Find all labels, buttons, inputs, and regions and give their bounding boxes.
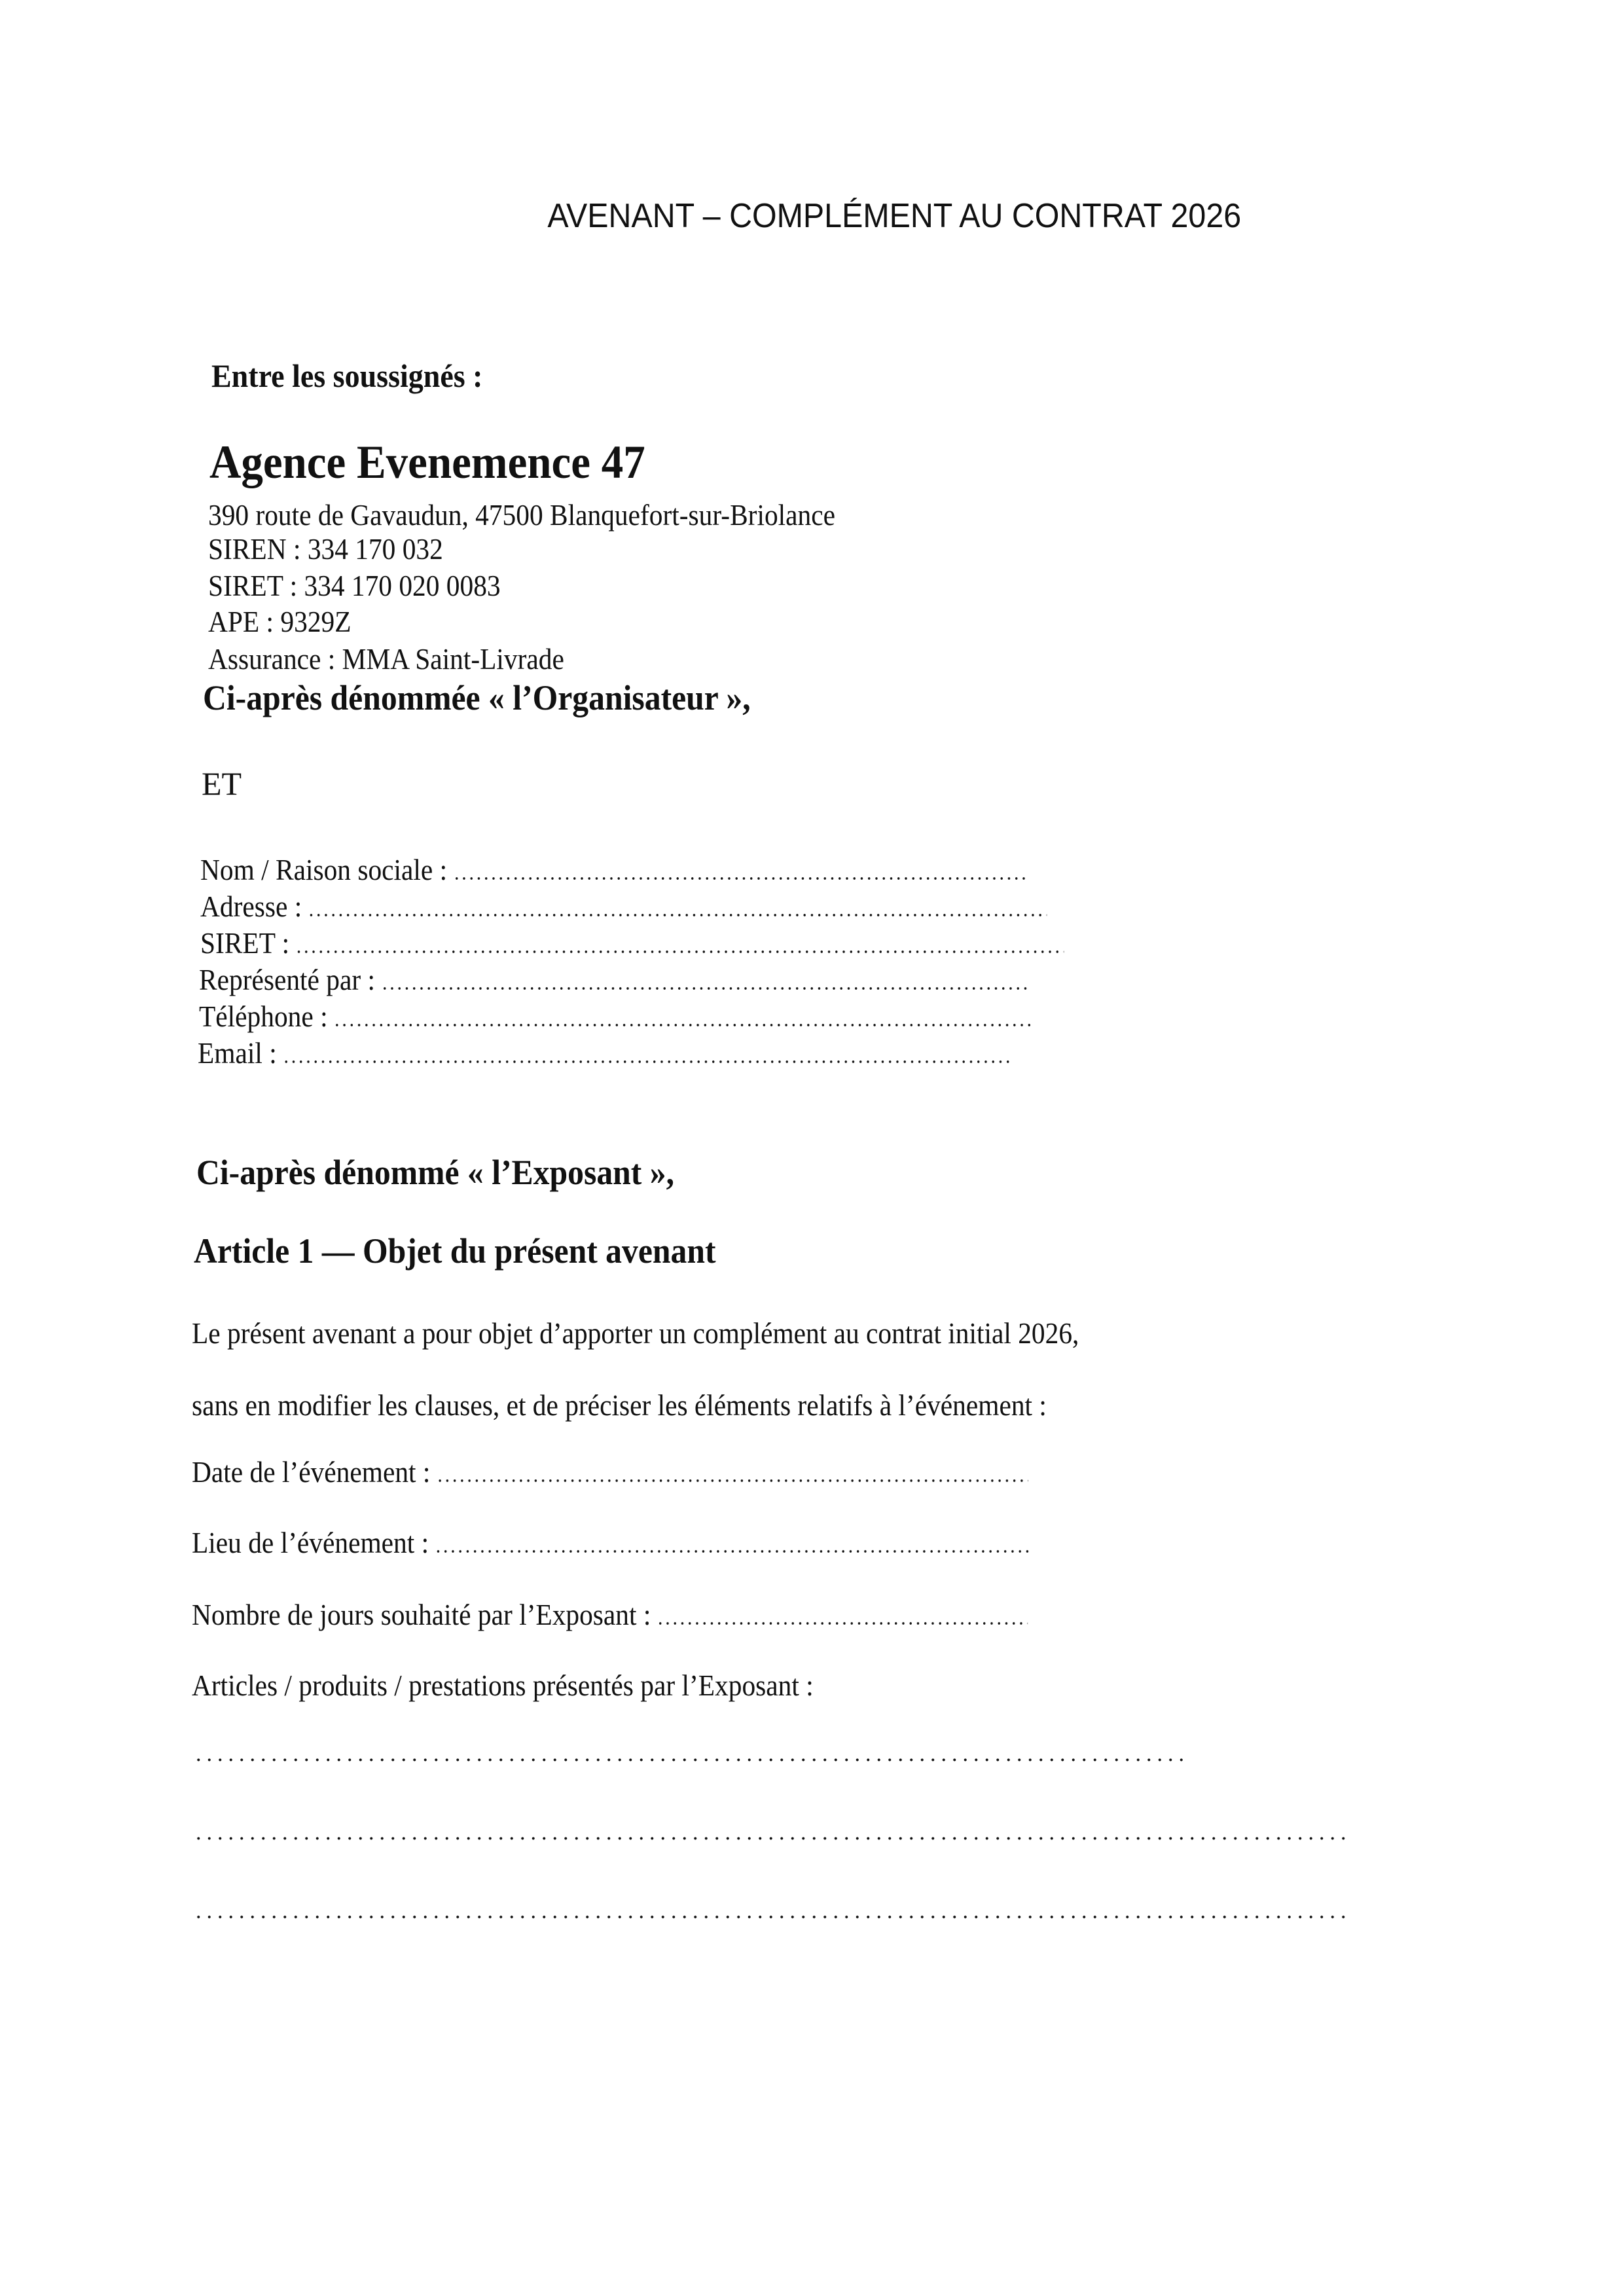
field-email[interactable]: Email : — [198, 1036, 1013, 1070]
fill-line[interactable] — [295, 950, 1064, 953]
field-date-evenement[interactable]: Date de l’événement : — [192, 1455, 1028, 1489]
organizer-designation: Ci-après dénommée « l’Organisateur », — [203, 678, 751, 717]
intro-heading: Entre les soussignés : — [211, 357, 483, 394]
organizer-ape: APE : 9329Z — [208, 605, 352, 638]
fill-line[interactable] — [308, 914, 1047, 916]
article1-paragraph-line2: sans en modifier les clauses, et de préciser les éléments relatifs à l’événement : — [192, 1388, 1047, 1422]
products-fill-line-2[interactable] — [193, 1837, 1348, 1840]
products-label: Articles / produits / prestations présentés par l’Exposant : — [192, 1669, 814, 1702]
organizer-insurance: Assurance : MMA Saint-Livrade — [208, 642, 564, 676]
fill-line[interactable] — [453, 877, 1028, 880]
fill-line[interactable] — [381, 987, 1029, 990]
document-title: AVENANT – COMPLÉMENT AU CONTRAT 2026 — [547, 197, 1242, 235]
organizer-address: 390 route de Gavaudun, 47500 Blanquefort-sur-Briolance — [208, 498, 836, 532]
fill-line[interactable] — [657, 1622, 1028, 1625]
exhibitor-designation: Ci-après dénommé « l’Exposant », — [196, 1153, 675, 1192]
fill-line[interactable] — [436, 1479, 1028, 1482]
field-nom-raison-sociale[interactable]: Nom / Raison sociale : — [200, 852, 1028, 887]
field-lieu-evenement[interactable]: Lieu de l’événement : — [192, 1525, 1031, 1560]
fill-line[interactable] — [435, 1550, 1031, 1553]
conjunction-et: ET — [202, 765, 242, 802]
organizer-siret: SIRET : 334 170 020 0083 — [208, 569, 501, 602]
products-fill-line-1[interactable] — [193, 1758, 1188, 1762]
fill-line[interactable] — [283, 1060, 1013, 1063]
field-siret[interactable]: SIRET : — [200, 926, 1064, 960]
field-represente-par[interactable]: Représenté par : — [199, 962, 1029, 997]
fill-line[interactable] — [334, 1024, 1032, 1026]
article1-heading: Article 1 — Objet du présent avenant — [194, 1231, 716, 1271]
products-fill-line-3[interactable] — [193, 1915, 1348, 1919]
organizer-siren: SIREN : 334 170 032 — [208, 532, 443, 566]
field-adresse[interactable]: Adresse : — [200, 889, 1047, 924]
field-telephone[interactable]: Téléphone : — [199, 999, 1032, 1034]
organizer-name: Agence Evenemence 47 — [209, 436, 645, 488]
article1-paragraph-line1: Le présent avenant a pour objet d’apporter un complément au contrat initial 2026, — [192, 1316, 1079, 1350]
field-nombre-jours[interactable]: Nombre de jours souhaité par l’Exposant : — [192, 1597, 1028, 1632]
